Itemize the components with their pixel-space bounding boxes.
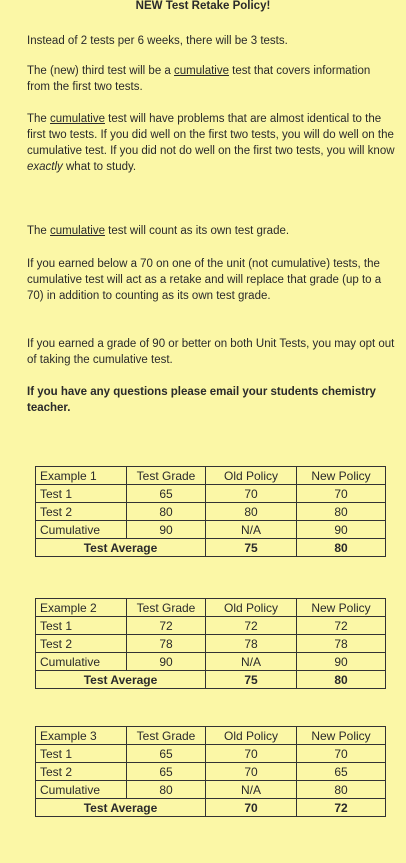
paragraph-cumulative-problems [27,111,395,175]
header-cell: New Policy [297,599,386,617]
header-cell: Test Grade [127,727,206,745]
paragraph-text: test will count as its own test grade. [104,225,290,237]
table-cell: 72 [297,617,386,635]
table-cell: 65 [297,763,386,781]
row-label: Test 1 [36,617,127,635]
table-cell: 90 [127,653,206,671]
header-cell: New Policy [297,727,386,745]
example-table-2 [35,598,386,689]
paragraph-text: test that covers information from the first two tests. [27,65,371,93]
italic-term: exactly [27,161,63,173]
row-label: Test 2 [36,635,127,653]
table-cell: 80 [127,781,206,799]
table-row [36,745,386,763]
table-cell: 80 [206,503,297,521]
average-row [36,539,386,557]
average-row [36,671,386,689]
average-old: 75 [206,539,297,557]
header-cell: Example 2 [36,599,127,617]
row-label: Test 1 [36,485,127,503]
paragraph-text: test will have problems that are almost identical to the first two tests. If you did well on the first two tests, you will do well on the cumulative test. If you did not do well on the first two tests, you will know [27,113,395,157]
average-new: 72 [297,799,386,817]
table-row [36,781,386,799]
average-label: Test Average [36,799,206,817]
header-cell: Example 3 [36,727,127,745]
paragraph-text: Instead of 2 tests per 6 weeks, there will be 3 tests. [27,35,288,47]
table-row [36,485,386,503]
table-cell: N/A [206,521,297,539]
table-cell: N/A [206,653,297,671]
row-label: Test 1 [36,745,127,763]
paragraph-text: If you earned below a 70 on one of the unit (not cumulative) tests, the cumulative test will act as a retake and will replace that grade (up to a 70) in addition to counting as its own test grade. [27,258,382,302]
table-header-row [36,599,386,617]
table-row [36,521,386,539]
paragraph-text: what to study. [62,161,137,173]
table-cell: 90 [297,521,386,539]
table-cell: 70 [297,745,386,763]
average-row [36,799,386,817]
table-row [36,763,386,781]
table-cell: 70 [206,485,297,503]
row-label: Cumulative [36,521,127,539]
row-label: Test 2 [36,763,127,781]
table-row [36,635,386,653]
table-cell: 65 [127,763,206,781]
paragraph-text: If you have any questions please email your students chemistry teacher. [27,386,376,414]
table-cell: 72 [206,617,297,635]
row-label: Cumulative [36,781,127,799]
table-cell: 80 [297,503,386,521]
table-row [36,617,386,635]
row-label: Test 2 [36,503,127,521]
average-old: 70 [206,799,297,817]
average-label: Test Average [36,539,206,557]
header-cell: Example 1 [36,467,127,485]
table-row [36,653,386,671]
table-cell: 80 [127,503,206,521]
average-old: 75 [206,671,297,689]
table-cell: 78 [127,635,206,653]
table-cell: 90 [127,521,206,539]
underlined-term: cumulative [50,225,105,237]
average-label: Test Average [36,671,206,689]
table-cell: 78 [206,635,297,653]
paragraph-text: If you earned a grade of 90 or better on both Unit Tests, you may opt out of taking the cumulative test. [27,338,395,366]
table-cell: 78 [297,635,386,653]
header-cell: Test Grade [127,467,206,485]
header-cell: Old Policy [206,467,297,485]
header-cell: Test Grade [127,599,206,617]
average-new: 80 [297,671,386,689]
paragraph-opt-out [27,336,395,368]
header-cell: Old Policy [206,727,297,745]
table-header-row [36,727,386,745]
paragraph-own-grade [27,223,395,239]
underlined-term: cumulative [50,113,105,125]
paragraph-text: The (new) third test will be a [27,65,175,77]
table-cell: 70 [206,745,297,763]
table-cell: 70 [206,763,297,781]
table-cell: 70 [297,485,386,503]
paragraph-retake [27,256,395,304]
example-table-1 [35,466,386,557]
table-row [36,503,386,521]
header-cell: Old Policy [206,599,297,617]
average-new: 80 [297,539,386,557]
table-cell: 72 [127,617,206,635]
table-cell: 90 [297,653,386,671]
example-table-3 [35,726,386,817]
table-cell: 65 [127,485,206,503]
row-label: Cumulative [36,653,127,671]
paragraph-test-count [27,33,395,49]
table-header-row [36,467,386,485]
table-cell: 80 [297,781,386,799]
paragraph-questions [27,384,395,416]
table-cell: 65 [127,745,206,763]
paragraph-text: The [27,225,51,237]
paragraph-third-test [27,63,395,95]
page-title: NEW Test Retake Policy! [135,0,271,12]
header-cell: New Policy [297,467,386,485]
paragraph-text: The [27,113,51,125]
underlined-term: cumulative [174,65,229,77]
table-cell: N/A [206,781,297,799]
